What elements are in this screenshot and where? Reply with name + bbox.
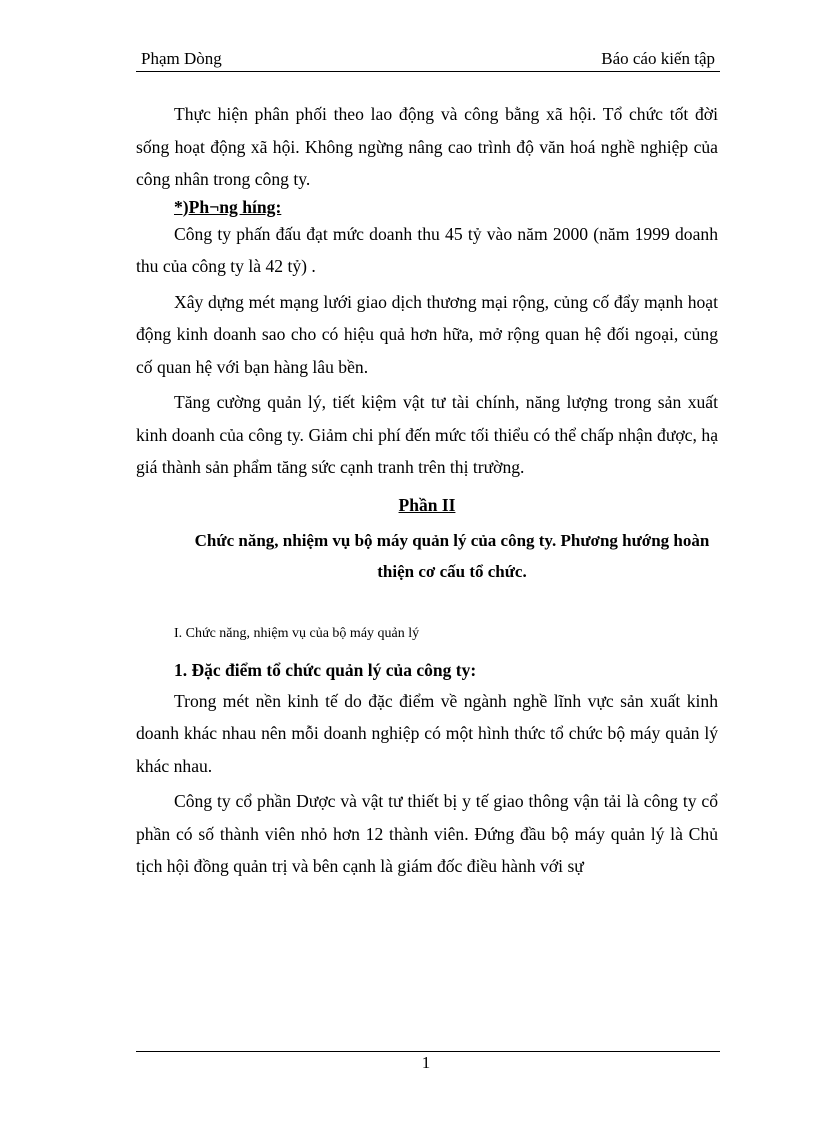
subheading-direction	[136, 197, 718, 218]
paragraph: Công ty cổ phần Dược và vật tư thiết bị y tế giao thông vận tải là công ty cổ phần có số thành viên nhỏ hơn 12 thành viên. Đứng đầu bộ máy quản lý là Chủ tịch hội đồng quản trị và bên cạnh là giám đốc điều hành với sự	[136, 791, 718, 876]
heading-1: 1. Đặc điểm tổ chức quản lý của công ty:	[174, 659, 477, 680]
page-number: 1	[421, 1053, 431, 1072]
paragraph: Công ty phấn đấu đạt mức doanh thu 45 tỷ vào năm 2000 (năm 1999 doanh thu của công ty là 42 tỷ) .	[136, 223, 718, 276]
paragraph: Tăng cường quản lý, tiết kiệm vật tư tài chính, năng lượng trong sản xuất kinh doanh của công ty. Giảm chi phí đến mức tối thiểu có thể chấp nhận được, hạ giá thành sản phẩm tăng sức cạnh tranh trên thị trường.	[136, 392, 718, 477]
part-label: Phần II	[398, 494, 456, 515]
paragraph: Thực hiện phân phối theo lao động và công bằng xã hội. Tổ chức tốt đời sống hoạt động xã hội. Không ngừng nâng cao trình độ văn hoá nghề nghiệp của công nhân trong công ty.	[136, 104, 718, 189]
footer-divider	[136, 1051, 720, 1052]
subheading-text: *)Ph¬ng híng:	[174, 196, 282, 217]
section-title: I. Chức năng, nhiệm vụ của bộ máy quản lý	[174, 625, 420, 641]
page-header	[136, 49, 720, 72]
header-report-title: Báo cáo kiến tập	[601, 49, 715, 68]
part-title: Chức năng, nhiệm vụ bộ máy quản lý của công ty. Phương hướng hoàn thiện cơ cấu tổ chức.	[194, 530, 710, 581]
document-body	[136, 98, 718, 883]
paragraph: Xây dựng mét mạng lưới giao dịch thương mại rộng, củng cố đẩy mạnh hoạt động kinh doanh sao cho có hiệu quả hơn hữa, mở rộng quan hệ đối ngoại, củng cố quan hệ với bạn hàng lâu bền.	[136, 291, 718, 377]
header-author: Phạm Dòng	[141, 49, 222, 68]
paragraph: Trong mét nền kinh tế do đặc điểm về ngành nghề lĩnh vực sản xuất kinh doanh khác nhau nên mỗi doanh nghiệp có một hình thức tổ chức bộ máy quản lý khác nhau.	[136, 690, 718, 776]
